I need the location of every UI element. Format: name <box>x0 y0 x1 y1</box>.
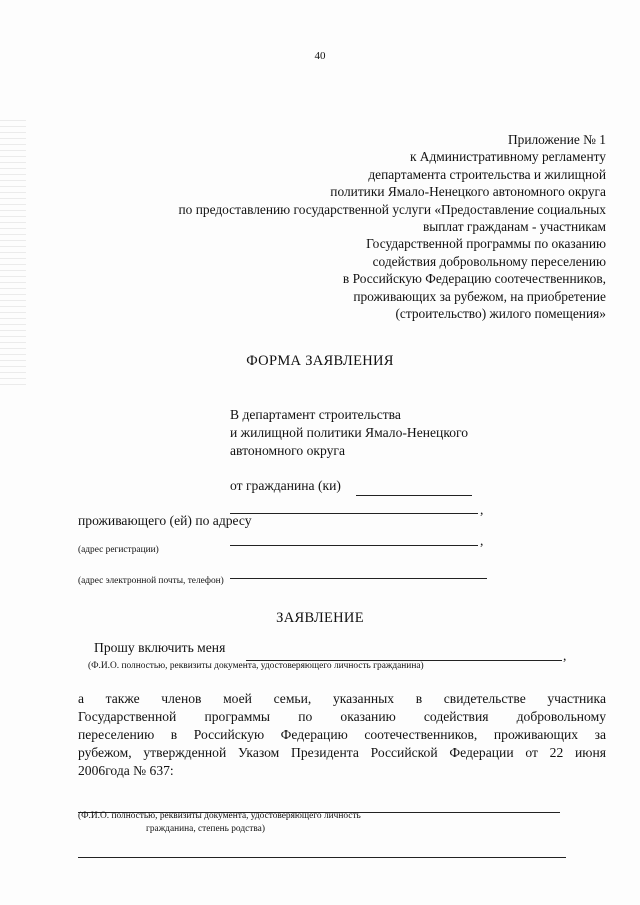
statement-body-line: переселению в Российскую Федерацию соотечественников, проживающих за <box>78 727 606 742</box>
from-label: от гражданина (ки) <box>230 478 341 493</box>
addressee-block <box>230 406 468 460</box>
registration-caption: (адрес регистрации) <box>78 545 159 555</box>
registration-address-field[interactable] <box>230 545 478 546</box>
request-caption: (Ф.И.О. полностью, реквизиты документа, удостоверяющего личность гражданина) <box>88 661 424 671</box>
residing-label: проживающего (ей) по адресу <box>78 513 252 528</box>
appendix-line: департамента строительства и жилищной <box>368 166 606 182</box>
form-title: ФОРМА ЗАЯВЛЕНИЯ <box>246 353 394 369</box>
appendix-line: в Российскую Федерацию соотечественников, <box>342 271 606 287</box>
from-name-field[interactable] <box>356 495 472 496</box>
appendix-line: проживающих за рубежом, на приобретение <box>353 288 606 304</box>
appendix-line: (строительство) жилого помещения» <box>395 306 606 322</box>
statement-heading: ЗАЯВЛЕНИЕ <box>276 610 364 626</box>
addressee-line: и жилищной политики Ямало-Ненецкого <box>230 425 469 440</box>
statement-body <box>78 690 606 780</box>
comma: , <box>563 648 567 663</box>
members-caption-line2: гражданина, степень родства) <box>146 824 265 834</box>
members-caption-line1: (Ф.И.О. полностью, реквизиты документа, удостоверяющего личность <box>78 811 361 821</box>
appendix-line: политики Ямало-Ненецкого автономного округа <box>330 184 606 200</box>
request-label: Прошу включить меня <box>94 640 226 655</box>
comma: , <box>480 502 484 517</box>
appendix-line: содействия добровольному переселению <box>372 253 606 269</box>
appendix-line: выплат гражданам - участникам <box>422 219 606 235</box>
appendix-line: к Административному регламенту <box>409 149 606 165</box>
appendix-line: по предоставлению государственной услуги «Предоставление социальных <box>178 201 606 217</box>
page-number: 40 <box>314 50 326 62</box>
from-name-field-2[interactable] <box>230 513 478 514</box>
appendix-line: Государственной программы по оказанию <box>366 236 606 252</box>
statement-body-line: Государственной программы по оказанию содействия добровольному <box>78 709 606 724</box>
appendix-line: Приложение № 1 <box>507 132 606 147</box>
addressee-line: автономного округа <box>230 443 346 458</box>
appendix-header <box>179 131 607 322</box>
family-members-field-2[interactable] <box>78 857 566 858</box>
scan-edge-noise <box>0 120 26 390</box>
statement-body-line: а также членов моей семьи, указанных в свидетельстве участника <box>78 691 606 706</box>
statement-body-line: рубежом, утвержденной Указом Президента Российской Федерации от 22 июня <box>78 745 606 760</box>
statement-body-line: 2006года № 637: <box>78 763 174 778</box>
comma: , <box>480 533 484 548</box>
contact-field[interactable] <box>230 578 487 579</box>
contact-caption: (адрес электронной почты, телефон) <box>78 576 224 586</box>
addressee-line: В департамент строительства <box>230 407 401 422</box>
